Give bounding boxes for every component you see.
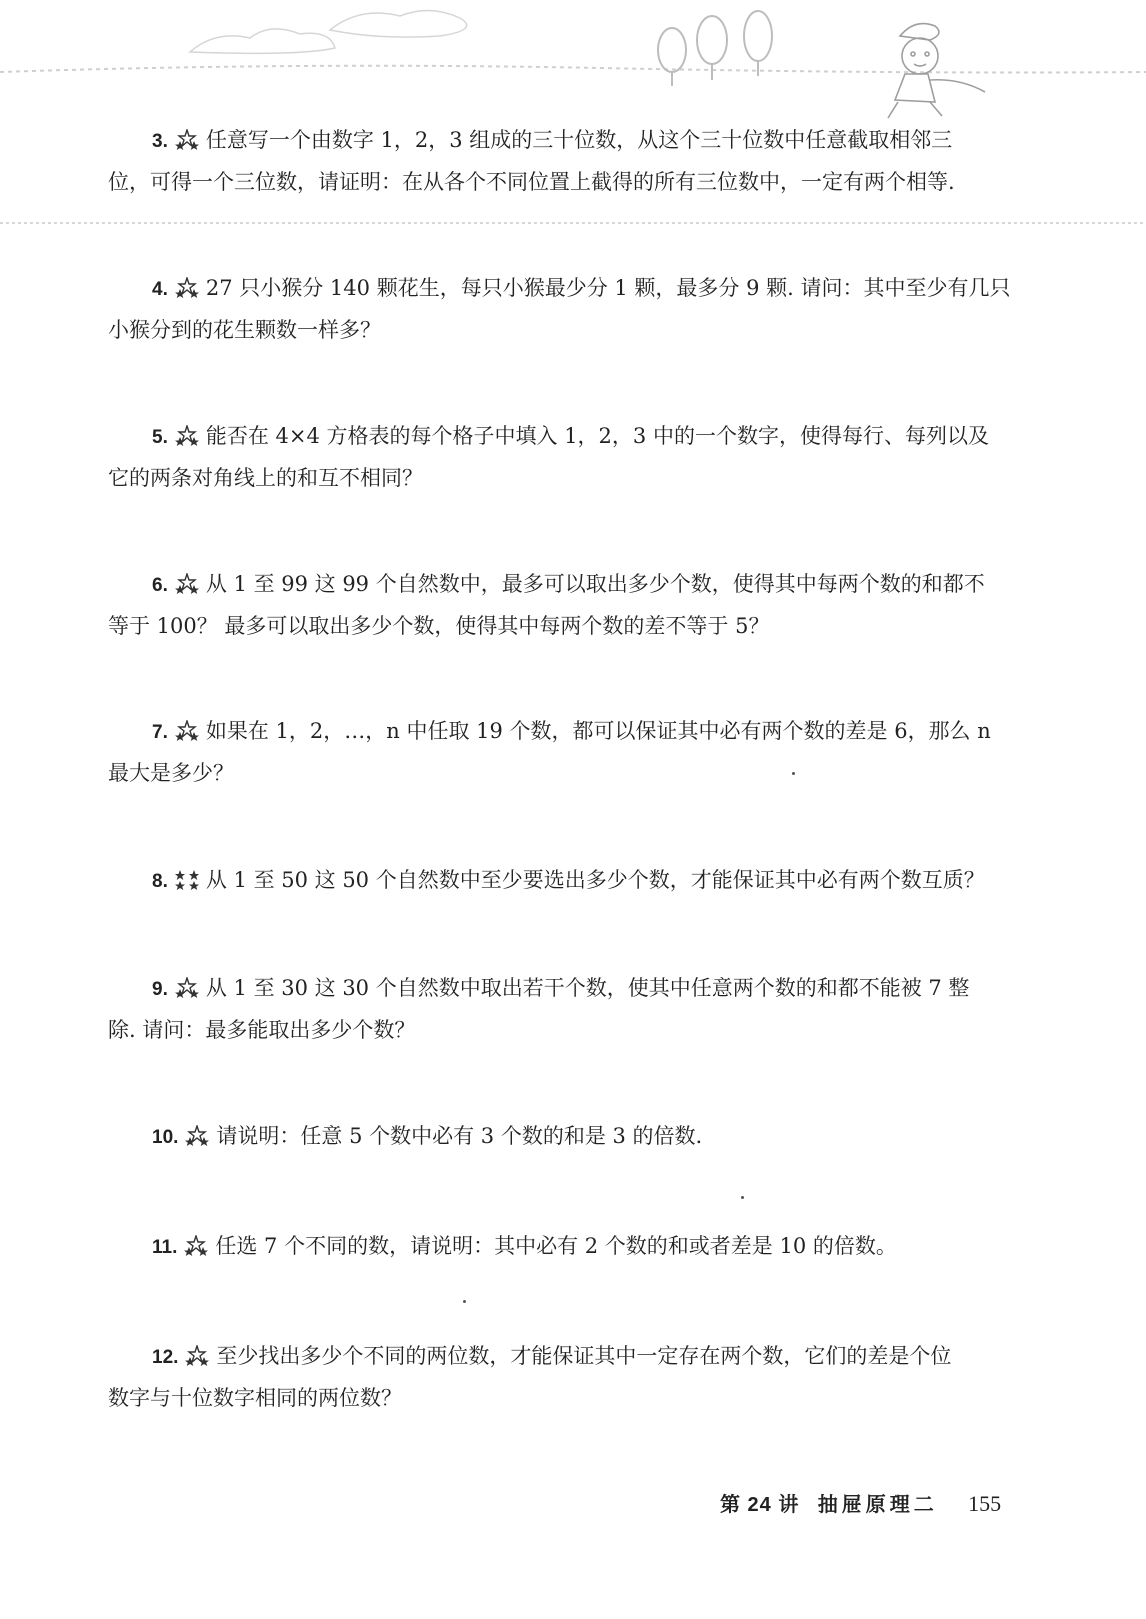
difficulty-stars-icon: [174, 129, 200, 151]
difficulty-stars-icon: [184, 1345, 210, 1367]
problem-7: [108, 711, 1008, 793]
problem-text-continued: 数字与十位数字相同的两位数？: [108, 1386, 402, 1410]
tree-icon: [744, 11, 772, 61]
difficulty-stars-icon: [174, 869, 200, 891]
section-divider: [0, 222, 1146, 224]
problem-text-continued: 它的两条对角线上的和互不相同？: [108, 466, 423, 490]
problem-text: 从 1 至 99 这 99 个自然数中，最多可以取出多少个数，使得其中每两个数的和都不: [205, 572, 985, 596]
problem-number: 9.: [152, 979, 168, 1000]
problem-text-continued: 小猴分到的花生颗数一样多？: [108, 318, 381, 342]
scan-speck: [792, 772, 795, 775]
page-number: 155: [968, 1491, 1002, 1516]
scan-speck: [463, 1300, 466, 1303]
problem-text: 27 只小猴分 140 颗花生，每只小猴最少分 1 颗，最多分 9 颗. 请问：其中至少有几只: [205, 276, 1011, 300]
problem-text-continued: 位，可得一个三位数，请证明：在从各个不同位置上截得的所有三位数中，一定有两个相等.: [108, 170, 955, 194]
problem-11: [108, 1226, 1008, 1268]
problem-number: 5.: [152, 427, 168, 448]
problem-text-continued: 等于 100？ 最多可以取出多少个数，使得其中每两个数的差不等于 5？: [108, 614, 770, 638]
problem-text: 如果在 1，2，…，n 中任取 19 个数，都可以保证其中必有两个数的差是 6，那么 n: [205, 719, 991, 743]
problem-number: 12.: [152, 1347, 179, 1368]
problem-6: [108, 564, 1008, 646]
problem-8: [108, 860, 1008, 902]
problem-text: 任选 7 个不同的数，请说明：其中必有 2 个数的和或者差是 10 的倍数。: [215, 1234, 897, 1258]
problem-number: 4.: [152, 279, 168, 300]
problem-10: [108, 1116, 1008, 1158]
difficulty-stars-icon: [183, 1235, 209, 1257]
problem-4: [108, 268, 1011, 350]
chapter-title: 抽屉原理二: [817, 1494, 938, 1516]
difficulty-stars-icon: [174, 720, 200, 742]
chapter-label: 第 24 讲: [720, 1494, 800, 1516]
problem-text: 任意写一个由数字 1，2，3 组成的三十位数，从这个三十位数中任意截取相邻三: [205, 128, 953, 152]
difficulty-stars-icon: [174, 977, 200, 999]
problem-12: [108, 1336, 1008, 1418]
scan-speck: [741, 1196, 744, 1199]
problem-text-continued: 除. 请问：最多能取出多少个数？: [108, 1018, 416, 1042]
difficulty-stars-icon: [174, 573, 200, 595]
problem-text: 至少找出多少个不同的两位数，才能保证其中一定存在两个数，它们的差是个位: [216, 1344, 952, 1368]
problem-text: 能否在 4×4 方格表的每个格子中填入 1，2，3 中的一个数字，使得每行、每列以及: [205, 424, 989, 448]
tree-icon: [697, 16, 727, 64]
problem-5: [108, 416, 1008, 498]
problem-text: 从 1 至 50 这 50 个自然数中至少要选出多少个数，才能保证其中必有两个数互质？: [205, 868, 985, 892]
problem-text: 从 1 至 30 这 30 个自然数中取出若干个数，使其中任意两个数的和都不能被 7 整: [205, 976, 970, 1000]
cartoon-character-icon: [888, 24, 985, 118]
problem-number: 11.: [152, 1237, 178, 1258]
problem-number: 3.: [152, 131, 168, 152]
difficulty-stars-icon: [184, 1125, 210, 1147]
problem-9: [108, 968, 1008, 1050]
problem-number: 6.: [152, 575, 168, 596]
problem-text: 请说明：任意 5 个数中必有 3 个数的和是 3 的倍数.: [216, 1124, 703, 1148]
problem-number: 7.: [152, 722, 168, 743]
problem-3: [108, 120, 1008, 202]
problem-number: 10.: [152, 1127, 179, 1148]
problem-text-continued: 最大是多少？: [108, 761, 234, 785]
tree-icon: [658, 28, 686, 72]
problem-number: 8.: [152, 871, 168, 892]
header-illustration: [0, 0, 1146, 130]
difficulty-stars-icon: [174, 277, 200, 299]
page-footer: [720, 1488, 1001, 1517]
difficulty-stars-icon: [174, 425, 200, 447]
